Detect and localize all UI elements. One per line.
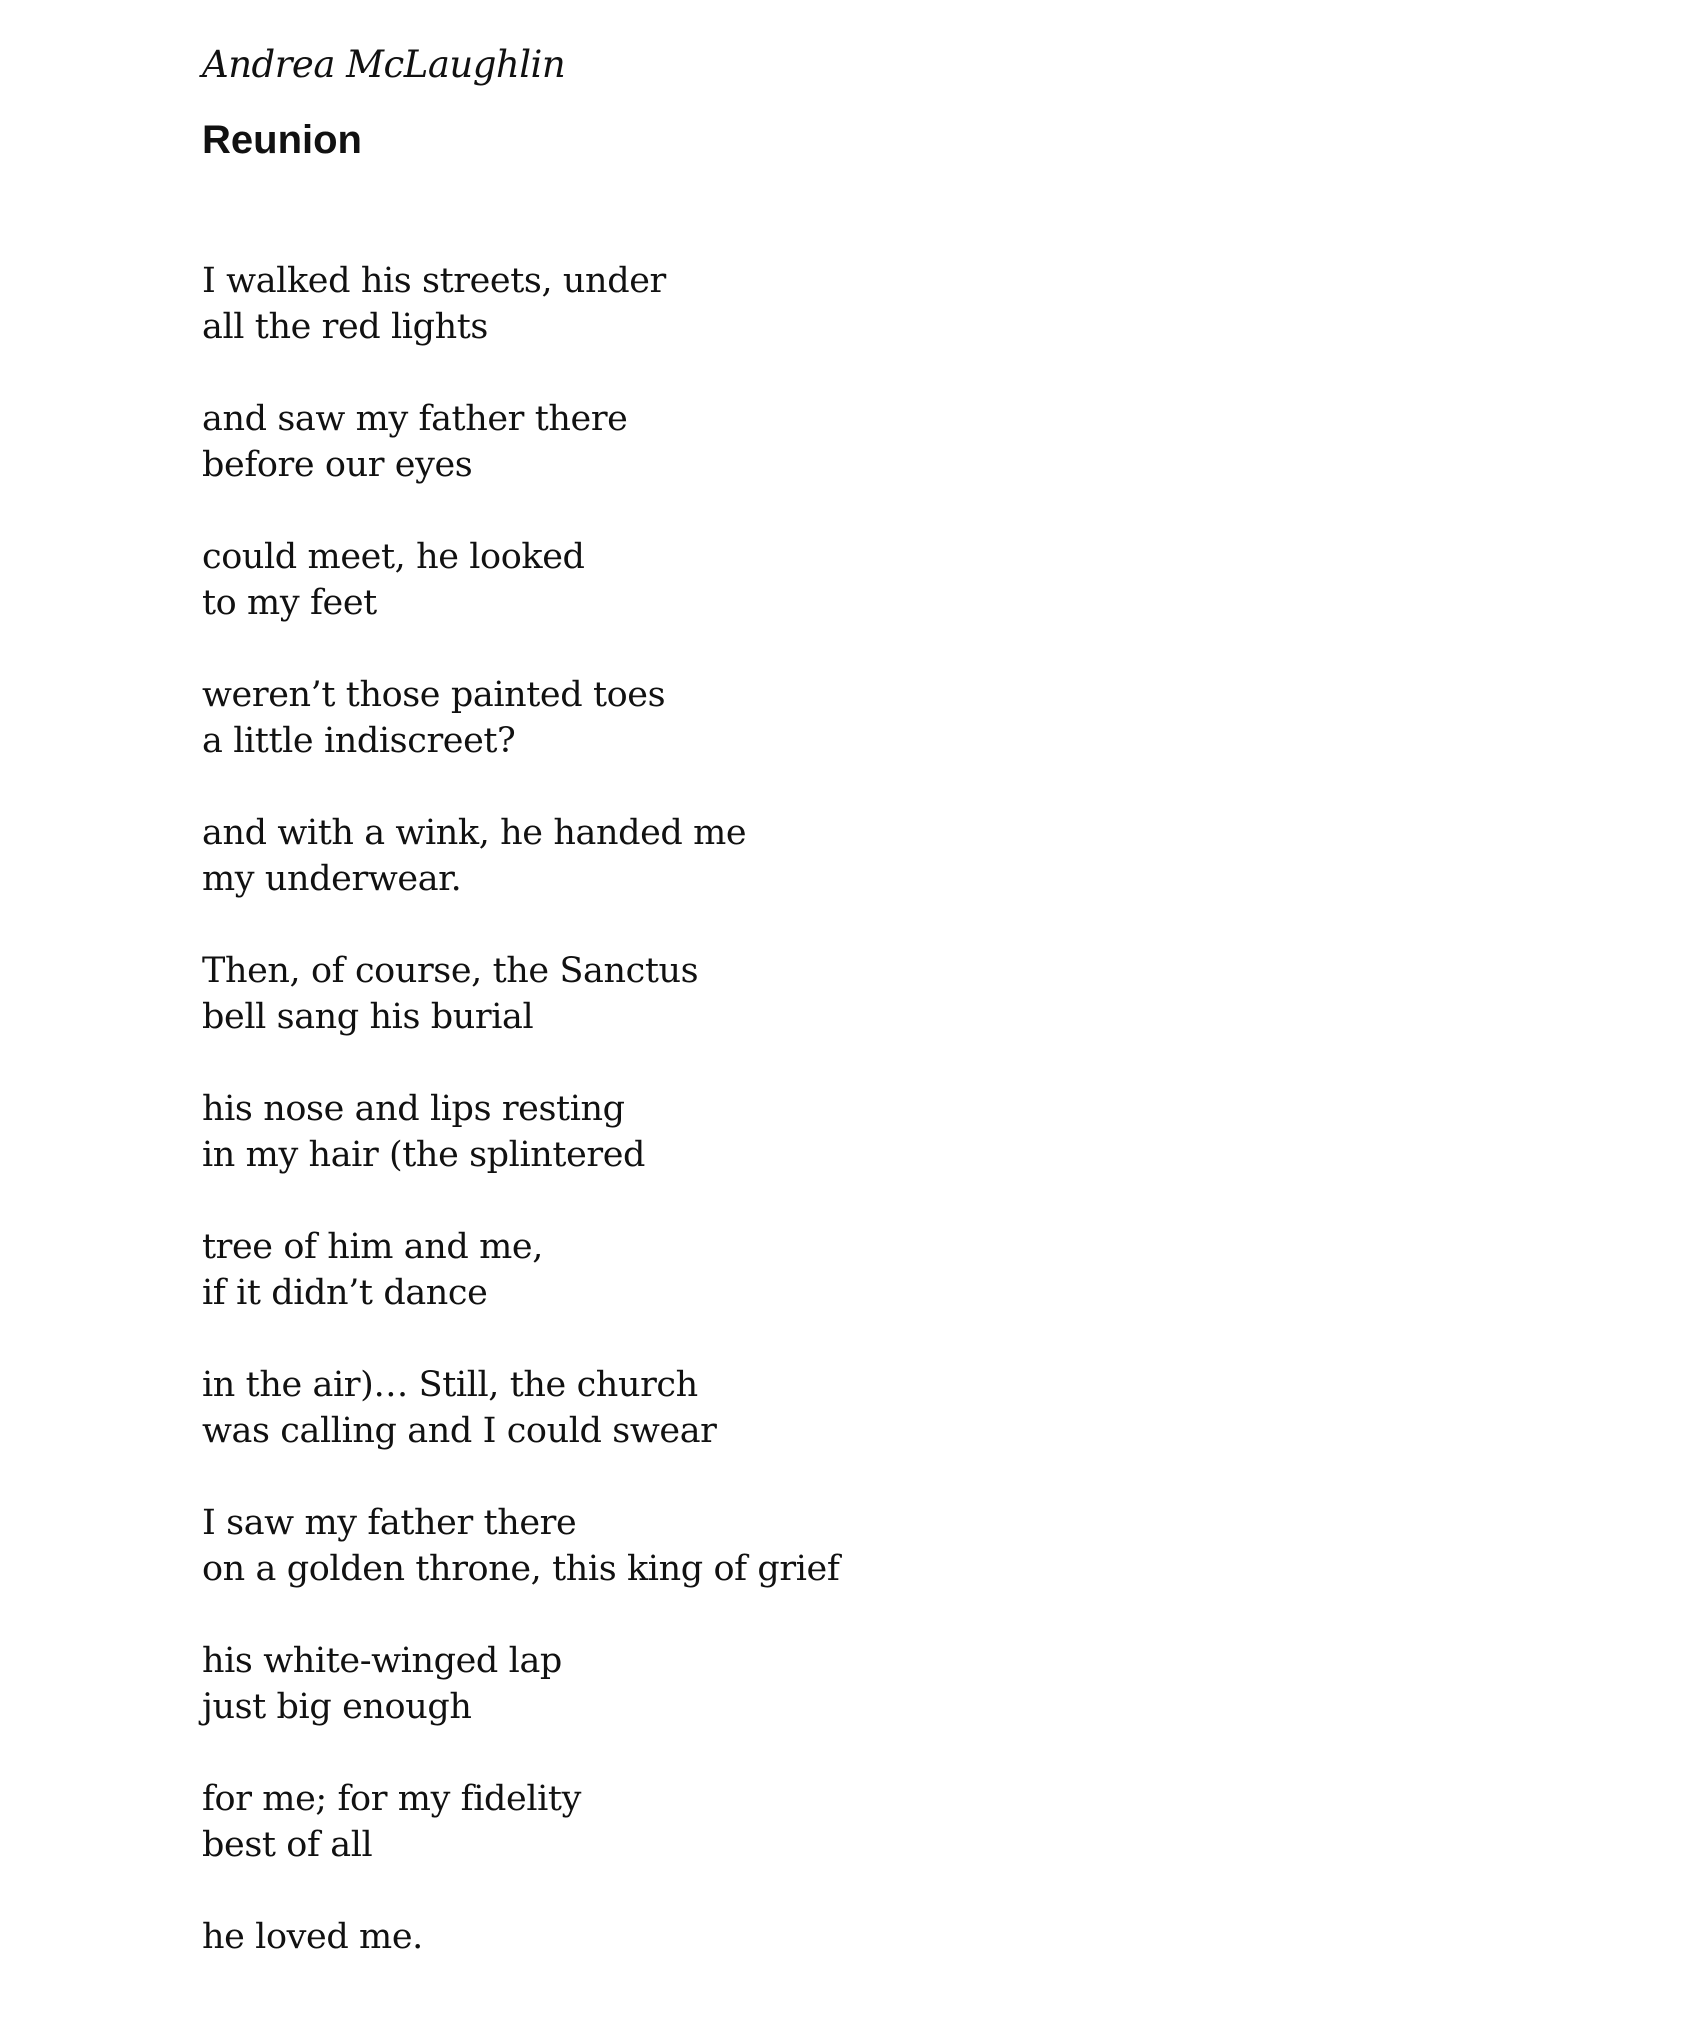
author-name: Andrea McLaughlin [202, 43, 566, 86]
poem-line: best of all [202, 1825, 373, 1865]
stanza [202, 258, 839, 350]
poem-line: Then, of course, the Sanctus [202, 951, 699, 991]
poem-line: was calling and I could swear [202, 1411, 717, 1451]
stanza [202, 1914, 839, 1960]
poem-line: before our eyes [202, 445, 473, 485]
stanza [202, 810, 839, 902]
poem-line: to my feet [202, 583, 377, 623]
poem-line: for me; for my fidelity [202, 1779, 581, 1819]
poem-line: in the air)… Still, the church [202, 1365, 698, 1405]
poem-line: could meet, he looked [202, 537, 585, 577]
poem-line: on a golden throne, this king of grief [202, 1549, 840, 1589]
poem-body [202, 258, 839, 1960]
poem-line: and with a wink, he handed me [202, 813, 747, 853]
poem-line: his nose and lips resting [202, 1089, 625, 1129]
poem-line: a little indiscreet? [202, 721, 516, 761]
poem-line: I saw my father there [202, 1503, 577, 1543]
poem-line: he loved me. [202, 1917, 423, 1957]
poem-line: just big enough [202, 1687, 472, 1727]
stanza [202, 948, 839, 1040]
poem-line: my underwear. [202, 859, 462, 899]
stanza [202, 1362, 839, 1454]
stanza [202, 1638, 839, 1730]
stanza [202, 534, 839, 626]
poem-line: all the red lights [202, 307, 488, 347]
stanza [202, 1086, 839, 1178]
poem-line: I walked his streets, under [202, 261, 666, 301]
stanza [202, 672, 839, 764]
poem-line: tree of him and me, [202, 1227, 543, 1267]
stanza [202, 396, 839, 488]
poem-line: in my hair (the splintered [202, 1135, 646, 1175]
poem-line: weren’t those painted toes [202, 675, 666, 715]
poem-title: Reunion [202, 118, 362, 162]
poem-line: his white-winged lap [202, 1641, 562, 1681]
stanza [202, 1776, 839, 1868]
poem-line: bell sang his burial [202, 997, 534, 1037]
stanza [202, 1500, 839, 1592]
poem-line: and saw my father there [202, 399, 628, 439]
poem-line: if it didn’t dance [202, 1273, 488, 1313]
stanza [202, 1224, 839, 1316]
